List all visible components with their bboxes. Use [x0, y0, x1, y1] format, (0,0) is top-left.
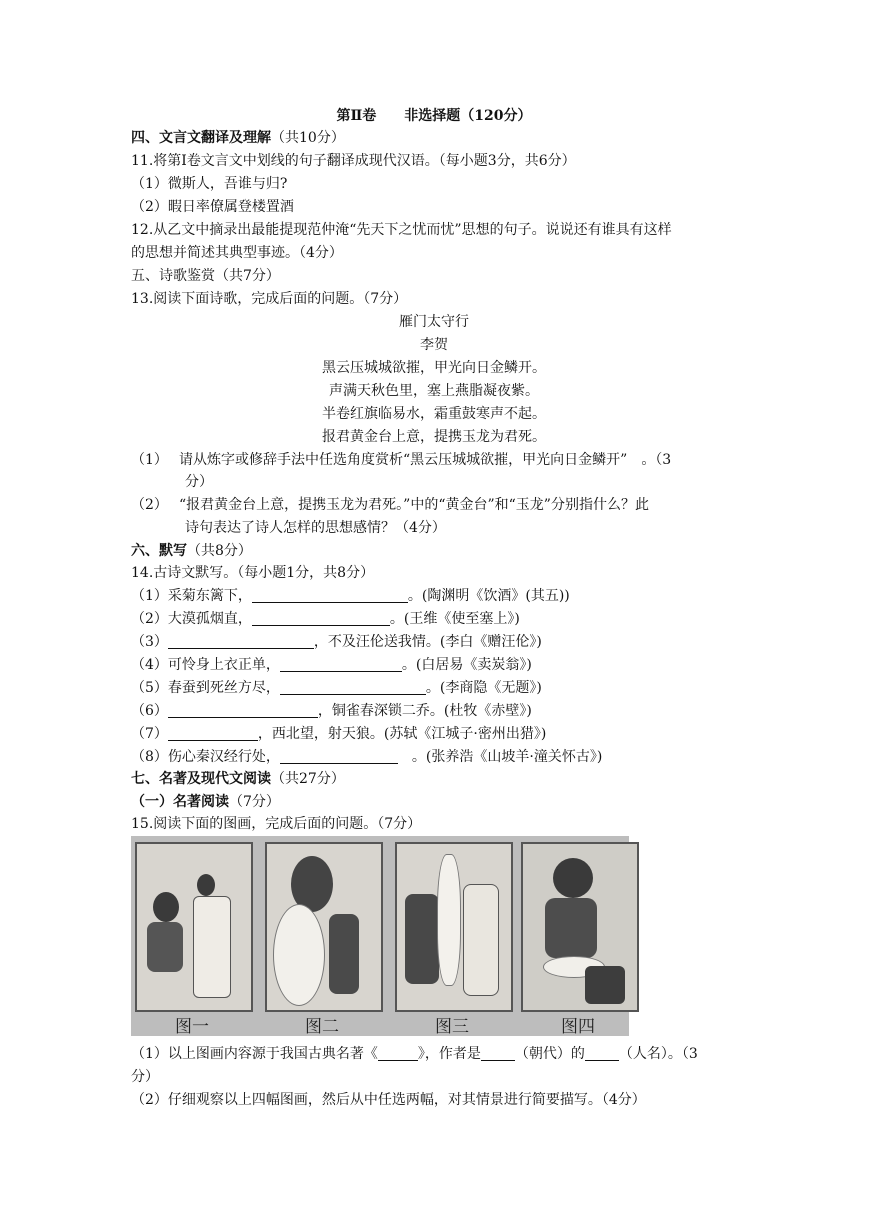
section-7-score: （共27分）	[271, 771, 345, 787]
poem-line: 半卷红旗临易水，霜重鼓寒声不起。	[322, 406, 546, 422]
figure-head	[553, 858, 593, 898]
section-5-title: 五、诗歌鉴赏（共7分）	[131, 268, 280, 284]
illustration-caption-3: 图三	[435, 1017, 469, 1037]
question-15-1-text-b: 》，作者是	[417, 1046, 481, 1062]
question-11-1: （1）微斯人，吾谁与归?	[131, 176, 288, 192]
question-14: 14.古诗文默写。（每小题1分，共8分）	[131, 565, 375, 581]
figure-robe	[463, 884, 499, 996]
subsection-1-title	[131, 792, 280, 812]
question-13-1-text: 请从炼字或修辞手法中任选角度赏析“黑云压城城欲摧，甲光向日金鳞开” 。（3	[179, 452, 672, 468]
poem-line: 黑云压城城欲摧，甲光向日金鳞开。	[322, 360, 546, 376]
fill-item-prefix: （1）采菊东篱下，	[131, 588, 252, 604]
question-15-1-text-d: （人名）。（3	[618, 1046, 698, 1062]
fill-item-prefix: （7）	[131, 726, 168, 742]
figure-body	[329, 914, 359, 994]
answer-blank-book[interactable]	[378, 1045, 418, 1061]
subsection-1-title-bold: （一）名著阅读	[131, 794, 229, 810]
figure-body	[585, 966, 625, 1004]
fill-item	[131, 655, 532, 675]
fill-item-suffix: ，铜雀春深锁二乔。(杜牧《赤壁》)	[317, 703, 532, 719]
question-15: 15.阅读下面的图画，完成后面的问题。（7分）	[131, 816, 422, 832]
answer-blank[interactable]	[168, 702, 318, 718]
poem-author: 李贺	[420, 337, 448, 353]
question-11: 11.将第Ⅰ卷文言文中划线的句子翻译成现代汉语。（每小题3分，共6分）	[131, 153, 576, 169]
illustration-caption-1: 图一	[175, 1017, 209, 1037]
figure-body	[405, 894, 439, 984]
fill-item-prefix: （2）大漠孤烟直，	[131, 611, 252, 627]
illustration-strip	[131, 836, 629, 1036]
answer-blank-dynasty[interactable]	[481, 1045, 515, 1061]
answer-blank[interactable]	[280, 748, 398, 764]
question-13-2-line-1	[131, 495, 649, 515]
question-13-2-number: （2）	[131, 497, 168, 513]
section-4-title-bold: 四、文言文翻译及理解	[131, 130, 271, 146]
fill-item	[131, 724, 546, 744]
section-4-title	[131, 128, 345, 148]
subsection-1-score: （7分）	[229, 794, 280, 810]
illustration-panel-3	[395, 842, 513, 1012]
question-13: 13.阅读下面诗歌，完成后面的问题。（7分）	[131, 291, 408, 307]
fill-item-suffix: ，不及汪伦送我情。(李白《赠汪伦》)	[313, 634, 542, 650]
illustration-panel-2	[265, 842, 383, 1012]
answer-blank[interactable]	[280, 656, 402, 672]
question-13-1-line-1	[131, 450, 671, 470]
question-13-1-line-2: 分）	[185, 474, 213, 490]
answer-blank-author[interactable]	[585, 1045, 619, 1061]
section-4-score: （共10分）	[271, 130, 345, 146]
question-12-line-1: 12.从乙文中摘录出最能提现范仲淹“先天下之忧而忧”思想的句子。说说还有谁具有这样	[131, 222, 672, 238]
section-7-title	[131, 769, 345, 789]
fill-item-prefix: （8）伤心秦汉经行处，	[131, 749, 280, 765]
fill-item-suffix: 。(王维《使至塞上》)	[389, 611, 520, 627]
question-11-2: （2）暇日率僚属登楼置酒	[131, 199, 294, 215]
question-15-1-text-a: （1）以上图画内容源于我国古典名著《	[131, 1046, 378, 1062]
light-beam	[437, 854, 461, 986]
answer-blank[interactable]	[168, 725, 258, 741]
fill-item	[131, 609, 520, 629]
fill-item-prefix: （3）	[131, 634, 168, 650]
fill-item-suffix: 。(陶渊明《饮酒》(其五))	[407, 588, 570, 604]
question-13-2-line-2: 诗句表达了诗人怎样的思想感情？（4分）	[185, 520, 446, 536]
question-12-line-2: 的思想并简述其典型事迹。（4分）	[131, 245, 343, 261]
section-6-score: （共8分）	[187, 543, 252, 559]
question-13-2-text: “报君黄金台上意，提携玉龙为君死。”中的“黄金台”和“玉龙”分别指什么？此	[179, 497, 649, 513]
section-7-title-bold: 七、名著及现代文阅读	[131, 771, 271, 787]
question-13-1-number: （1）	[131, 452, 168, 468]
section-6-title	[131, 541, 252, 561]
fill-item-suffix: 。(白居易《卖炭翁》)	[401, 657, 532, 673]
figure-robe	[193, 896, 231, 998]
illustration-caption-2: 图二	[305, 1017, 339, 1037]
section-header: 第Ⅱ卷 非选择题（120分）	[336, 108, 532, 124]
illustration-caption-4: 图四	[561, 1017, 595, 1037]
answer-blank[interactable]	[252, 587, 408, 603]
figure-head	[153, 892, 179, 922]
figure-body	[147, 922, 183, 972]
illustration-panel-4	[521, 842, 639, 1012]
question-15-2: （2）仔细观察以上四幅图画，然后从中任选两幅，对其情景进行简要描写。（4分）	[131, 1092, 646, 1108]
fill-item	[131, 632, 542, 652]
poem-line: 声满天秋色里，塞上燕脂凝夜紫。	[329, 383, 539, 399]
fill-item	[131, 747, 602, 767]
answer-blank[interactable]	[252, 610, 390, 626]
fill-item-prefix: （6）	[131, 703, 168, 719]
fill-item	[131, 586, 570, 606]
poem-title: 雁门太守行	[399, 314, 469, 330]
section-6-title-bold: 六、默写	[131, 543, 187, 559]
fill-item	[131, 701, 532, 721]
fill-item	[131, 678, 542, 698]
question-15-1-line-1	[131, 1044, 698, 1064]
fill-item-suffix: 。(李商隐《无题》)	[425, 680, 542, 696]
fill-item-prefix: （4）可怜身上衣正单，	[131, 657, 280, 673]
figure-head	[197, 874, 215, 896]
illustration-panel-1	[135, 842, 253, 1012]
question-15-1-line-2: 分）	[131, 1069, 159, 1085]
answer-blank[interactable]	[168, 633, 314, 649]
fill-item-prefix: （5）春蚕到死丝方尽，	[131, 680, 280, 696]
figure-body	[545, 898, 597, 958]
fill-item-suffix: 。(张养浩《山坡羊·潼关怀古》)	[397, 749, 603, 765]
answer-blank[interactable]	[280, 679, 426, 695]
cloud-swirl	[273, 904, 325, 1006]
poem-line: 报君黄金台上意，提携玉龙为君死。	[322, 429, 546, 445]
fill-item-suffix: ，西北望，射天狼。(苏轼《江城子·密州出猎》)	[257, 726, 547, 742]
question-15-1-text-c: （朝代）的	[514, 1046, 585, 1062]
